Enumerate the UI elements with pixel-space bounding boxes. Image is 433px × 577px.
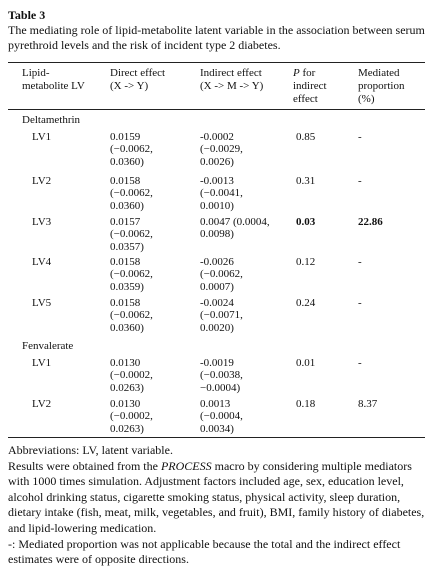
footnote-results	[8, 459, 430, 537]
footnote-results-post: macro by considering multiple mediators with 1000 times simulation. Adjustment factors included age, sex, education level, alcohol drinking status, cigarette smoking status, physical activity, sleep duration, dietary intake (fish, meat, milk, vegetables, and fruit), BMI, family history of diabetes, and lipid-lowering medication.	[8, 458, 425, 535]
table-top-rule	[8, 62, 425, 63]
row-mediated-proportion: -	[358, 131, 362, 143]
row-direct-effect: 0.0130 (−0.0002, 0.0263)	[110, 398, 153, 435]
row-lv: LV4	[32, 256, 52, 268]
table-bottom-rule	[8, 437, 425, 438]
row-p-value: 0.18	[296, 398, 316, 410]
row-indirect-effect: 0.0047 (0.0004, 0.0098)	[200, 216, 270, 241]
row-p-value: 0.31	[296, 175, 316, 187]
row-indirect-effect: -0.0024 (−0.0071, 0.0020)	[200, 297, 243, 334]
row-lv: LV5	[32, 297, 52, 309]
row-direct-effect: 0.0157 (−0.0062, 0.0357)	[110, 216, 153, 253]
footnote-mediated-proportion: -: Mediated proportion was not applicable because the total and the indirect effect estimates were of opposite directions.	[8, 536, 401, 567]
row-lv: LV1	[32, 131, 52, 143]
header-rule	[8, 109, 425, 110]
table-title: Table 3	[8, 8, 46, 22]
header-lv: Lipid- metabolite LV	[22, 67, 85, 92]
header-direct-effect: Direct effect (X -> Y)	[110, 67, 166, 92]
footnote-results-pre: Results were obtained from the	[8, 458, 161, 473]
header-mediated-proportion: Mediated proportion (%)	[358, 67, 405, 105]
table-caption	[8, 8, 428, 53]
row-direct-effect: 0.0158 (−0.0062, 0.0360)	[110, 297, 153, 334]
group-label: Fenvalerate	[22, 340, 74, 352]
table-footnotes	[8, 443, 430, 568]
row-p-value: 0.85	[296, 131, 316, 143]
row-p-value: 0.24	[296, 297, 316, 309]
row-indirect-effect: -0.0026 (−0.0062, 0.0007)	[200, 256, 243, 293]
row-indirect-effect: 0.0013 (−0.0004, 0.0034)	[200, 398, 243, 435]
row-indirect-effect: -0.0002 (−0.0029, 0.0026)	[200, 131, 243, 168]
row-lv: LV1	[32, 357, 52, 369]
row-indirect-effect: -0.0019 (−0.0038, −0.0004)	[200, 357, 243, 394]
header-indirect-effect: Indirect effect (X -> M -> Y)	[200, 67, 264, 92]
footnote-abbreviations: Abbreviations: LV, latent variable.	[8, 443, 173, 457]
header-p-value	[293, 67, 327, 106]
group-label: Deltamethrin	[22, 114, 81, 126]
row-p-value: 0.12	[296, 256, 316, 268]
row-p-value: 0.01	[296, 357, 316, 369]
row-mediated-proportion: -	[358, 256, 362, 268]
row-mediated-proportion: -	[358, 175, 362, 187]
row-lv: LV2	[32, 398, 52, 410]
row-mediated-proportion: -	[358, 297, 362, 309]
row-lv: LV3	[32, 216, 52, 228]
row-direct-effect: 0.0158 (−0.0062, 0.0359)	[110, 256, 153, 293]
row-lv: LV2	[32, 175, 52, 187]
row-direct-effect: 0.0130 (−0.0002, 0.0263)	[110, 357, 153, 394]
row-direct-effect: 0.0158 (−0.0062, 0.0360)	[110, 175, 153, 212]
footnote-results-macro: PROCESS	[160, 458, 212, 473]
header-p-italic: P	[293, 67, 300, 79]
row-mediated-proportion: 8.37	[358, 398, 378, 410]
header-p-rest: for indirect effect	[293, 67, 327, 105]
table-description: The mediating role of lipid-metabolite latent variable in the association between serum pyrethroid levels and the risk of incident type 2 diabetes.	[8, 23, 425, 52]
row-direct-effect: 0.0159 (−0.0062, 0.0360)	[110, 131, 153, 168]
row-mediated-proportion: -	[358, 357, 362, 369]
row-indirect-effect: -0.0013 (−0.0041, 0.0010)	[200, 175, 243, 212]
row-mediated-proportion: 22.86	[358, 216, 383, 228]
row-p-value: 0.03	[296, 216, 316, 228]
